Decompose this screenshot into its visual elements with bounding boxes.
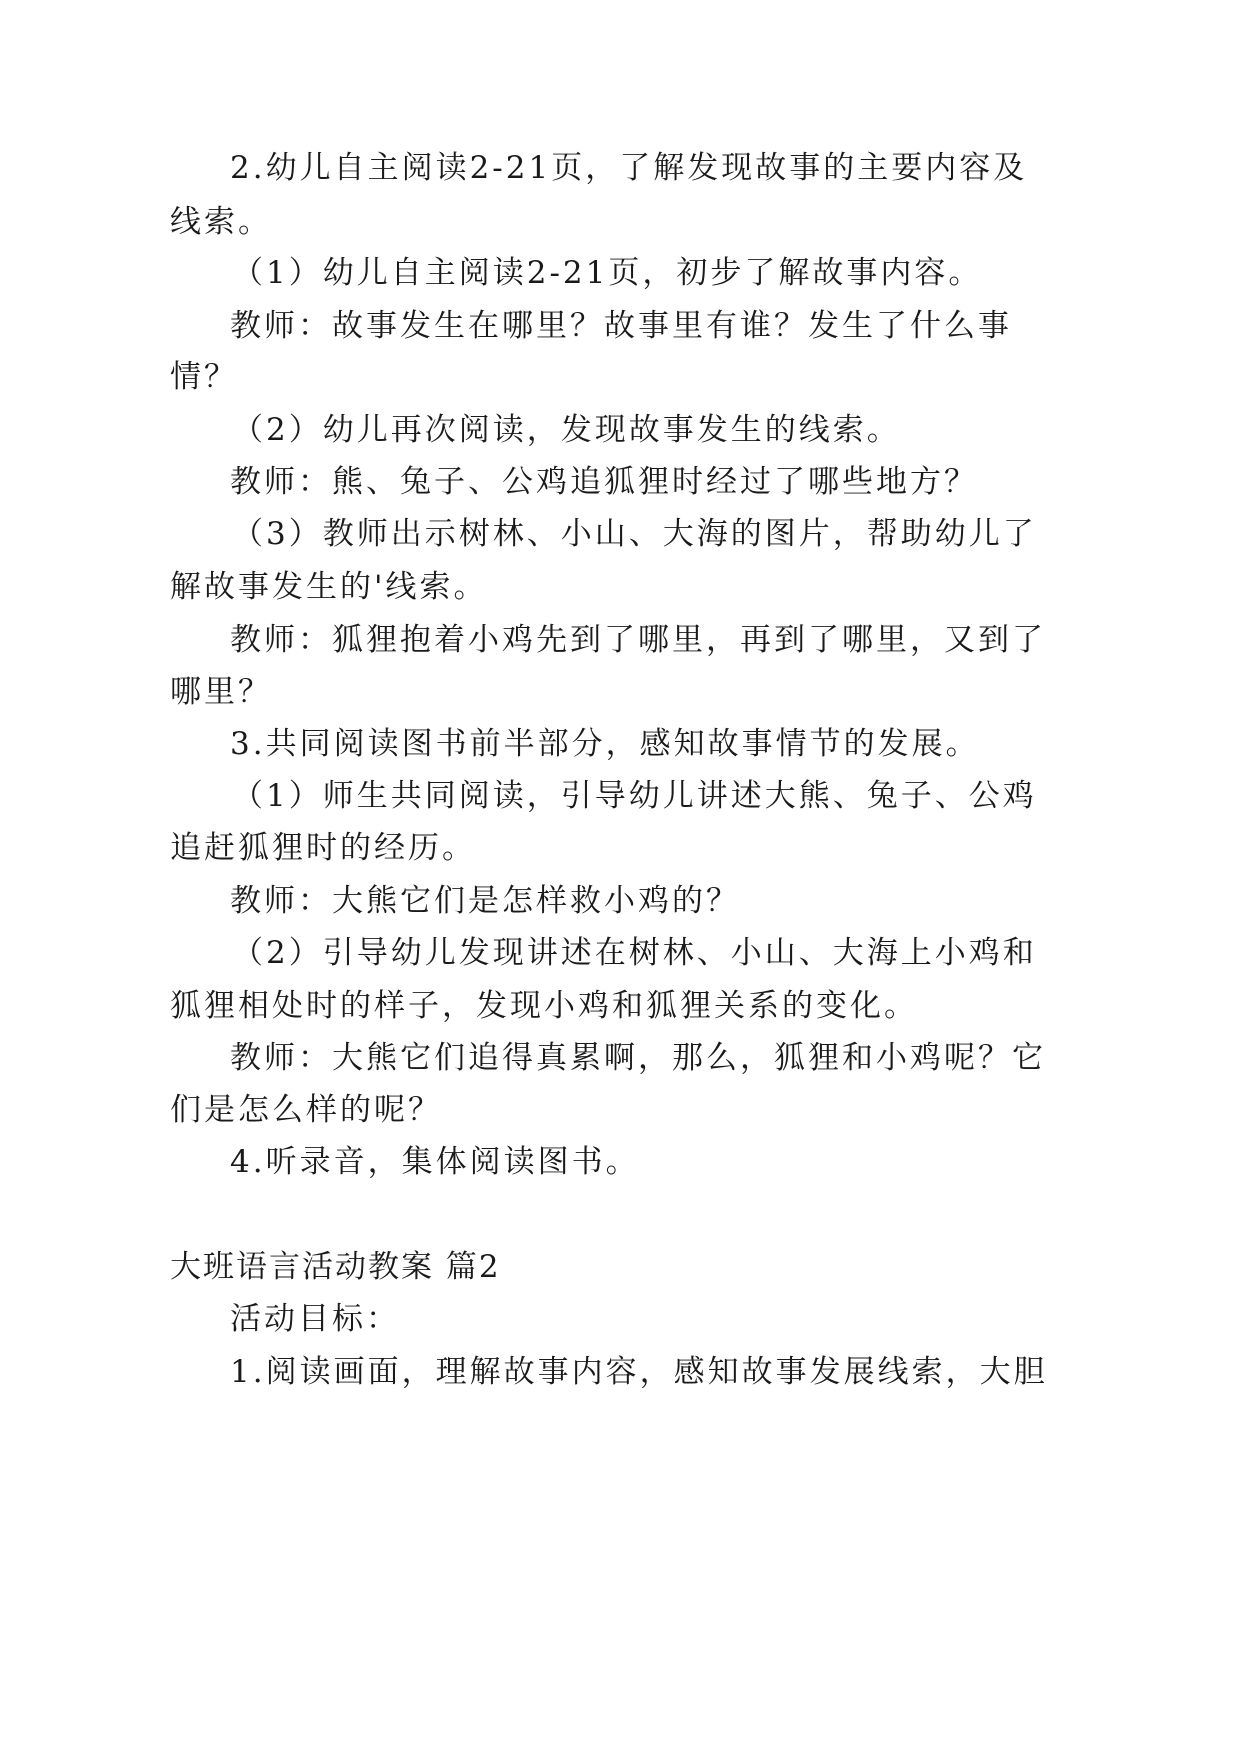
paragraph-line: 4.听录音，集体阅读图书。 [230,1144,640,1180]
paragraph-line: （2）引导幼儿发现讲述在树林、小山、大海上小鸡和 [232,935,1037,971]
paragraph-line: 狐狸相处时的样子，发现小鸡和狐狸关系的变化。 [170,988,918,1024]
paragraph-line: 哪里？ [170,674,272,710]
paragraph-line: 教师：故事发生在哪里？故事里有谁？发生了什么事 [230,308,1012,344]
paragraph-line: 教师：大熊它们是怎样救小鸡的？ [230,883,740,919]
paragraph-line: （1）师生共同阅读，引导幼儿讲述大熊、兔子、公鸡 [232,778,1037,814]
paragraph-line: 情？ [170,359,238,395]
section-title: 大班语言活动教案 篇2 [170,1249,501,1285]
paragraph-line: 3.共同阅读图书前半部分，感知故事情节的发展。 [230,726,980,762]
paragraph-line: （2）幼儿再次阅读，发现故事发生的线索。 [232,412,901,448]
paragraph-line: 教师：熊、兔子、公鸡追狐狸时经过了哪些地方？ [230,464,978,500]
paragraph-line: 教师：大熊它们追得真累啊，那么，狐狸和小鸡呢？它 [230,1040,1046,1076]
paragraph-line: 1.阅读画面，理解故事内容，感知故事发展线索，大胆 [230,1354,1048,1390]
paragraph-line: （1）幼儿自主阅读2-21页，初步了解故事内容。 [232,255,983,291]
paragraph-line: 们是怎么样的呢？ [170,1092,442,1128]
paragraph-line: 线索。 [170,204,272,240]
paragraph-line: （3）教师出示树林、小山、大海的图片，帮助幼儿了 [232,516,1037,552]
paragraph-line: 教师：狐狸抱着小鸡先到了哪里，再到了哪里，又到了 [230,622,1046,658]
paragraph-line: 活动目标： [230,1301,400,1337]
paragraph-line: 解故事发生的'线索。 [170,569,488,605]
paragraph-line: 2.幼儿自主阅读2-21页，了解发现故事的主要内容及 [230,150,1028,186]
paragraph-line: 追赶狐狸时的经历。 [170,830,476,866]
